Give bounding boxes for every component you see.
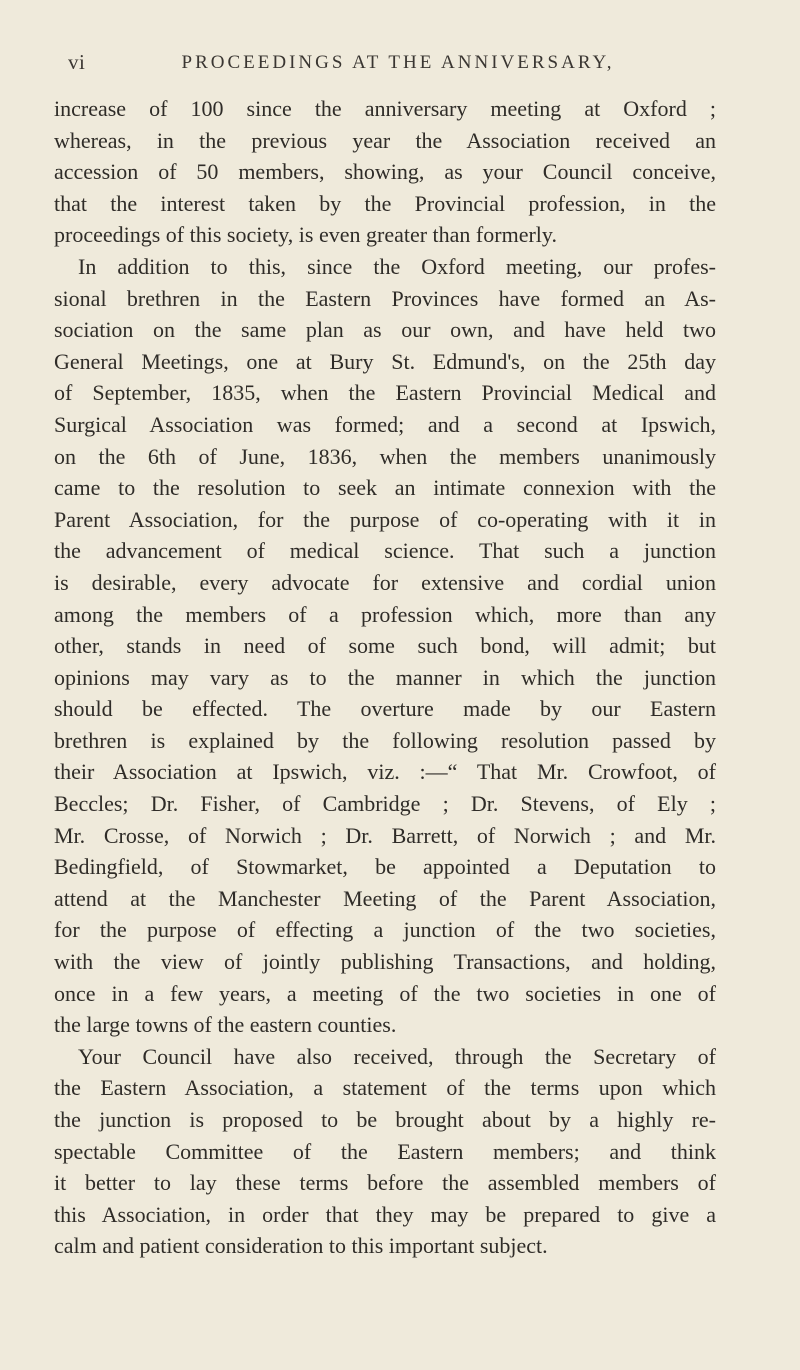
text-line: of September, 1835, when the Eastern Provincial Medical and (54, 380, 716, 406)
text-line: proceedings of this society, is even greater than formerly. (54, 222, 557, 248)
text-line: General Meetings, one at Bury St. Edmund's, on the 25th day (54, 348, 716, 374)
text-line: Mr. Crosse, of Norwich ; Dr. Barrett, of Norwich ; and Mr. (54, 822, 716, 848)
text-line: the advancement of medical science. That such a junction (54, 538, 716, 564)
text-line: whereas, in the previous year the Association received an (54, 127, 716, 153)
text-line: that the interest taken by the Provincial profession, in the (54, 190, 716, 216)
text-line: the large towns of the eastern counties. (54, 1012, 397, 1038)
text-line: came to the resolution to seek an intimate connexion with the (54, 475, 716, 501)
body-text (54, 93, 716, 1262)
text-line: Beccles; Dr. Fisher, of Cambridge ; Dr. Stevens, of Ely ; (54, 791, 716, 817)
text-line: sional brethren in the Eastern Provinces have formed an As- (54, 285, 716, 311)
text-line: accession of 50 members, showing, as your Council conceive, (54, 159, 716, 185)
text-line: increase of 100 since the anniversary meeting at Oxford ; (54, 96, 716, 121)
text-line: their Association at Ipswich, viz. :—“ That Mr. Crowfoot, of (54, 759, 716, 785)
text-line: on the 6th of June, 1836, when the members unanimously (54, 443, 716, 469)
text-line: brethren is explained by the following resolution passed by (54, 727, 716, 753)
text-line: among the members of a profession which, more than any (54, 601, 716, 627)
text-line: should be effected. The overture made by our Eastern (54, 696, 716, 722)
page-number: vi (68, 50, 86, 74)
text-line: sociation on the same plan as our own, and have held two (54, 317, 716, 343)
text-line: In addition to this, since the Oxford meeting, our profes- (78, 253, 716, 279)
text-line: opinions may vary as to the manner in which the junction (54, 664, 716, 690)
text-line: the Eastern Association, a statement of the terms upon which (54, 1075, 716, 1101)
text-line: Parent Association, for the purpose of co-operating with it in (54, 506, 716, 532)
text-line: calm and patient consideration to this important subject. (54, 1233, 548, 1259)
running-head (68, 50, 728, 80)
text-line: is desirable, every advocate for extensive and cordial union (54, 569, 716, 595)
running-title: PROCEEDINGS AT THE ANNIVERSARY, (181, 52, 615, 73)
text-line: Surgical Association was formed; and a second at Ipswich, (54, 411, 716, 437)
text-line: attend at the Manchester Meeting of the Parent Association, (54, 885, 716, 911)
text-line: Your Council have also received, through the Secretary of (78, 1043, 716, 1069)
text-line: with the view of jointly publishing Transactions, and holding, (54, 949, 716, 975)
text-line: this Association, in order that they may be prepared to give a (54, 1201, 716, 1227)
text-line: Bedingfield, of Stowmarket, be appointed a Deputation to (54, 854, 716, 880)
text-line: it better to lay these terms before the assembled members of (54, 1170, 716, 1196)
text-line: for the purpose of effecting a junction of the two societies, (54, 917, 716, 943)
text-line: once in a few years, a meeting of the two societies in one of (54, 980, 716, 1006)
text-line: the junction is proposed to be brought about by a highly re- (54, 1107, 716, 1132)
text-line: spectable Committee of the Eastern members; and think (54, 1138, 716, 1164)
text-line: other, stands in need of some such bond, will admit; but (54, 633, 716, 659)
